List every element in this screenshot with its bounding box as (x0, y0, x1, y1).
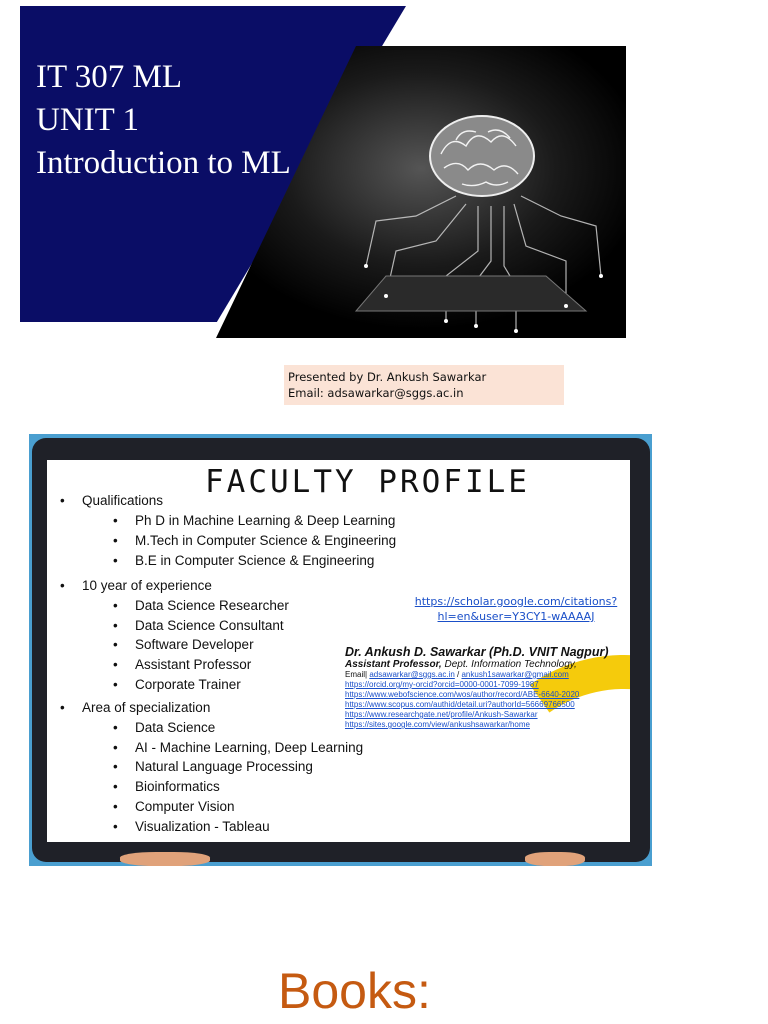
list-item: • Data Science Researcher (113, 598, 289, 613)
signature-links (345, 670, 579, 730)
list-item: • Ph D in Machine Learning & Deep Learning (113, 513, 396, 528)
list-item: • M.Tech in Computer Science & Engineering (113, 533, 397, 548)
email-line (345, 670, 579, 680)
presenter-box (284, 365, 564, 405)
left-hand-image (120, 852, 210, 866)
orcid-link[interactable]: https://orcid.org/my-orcid?orcid=0000-0001-7099-1987 (345, 680, 539, 689)
unit-title: Introduction to ML (36, 145, 291, 181)
unit-label: UNIT 1 (36, 102, 139, 138)
scholar-link-line-1[interactable]: https://scholar.google.com/citations? (414, 595, 618, 608)
list-item: • Software Developer (113, 637, 254, 652)
scholar-link-line-2[interactable]: hl=en&user=Y3CY1-wAAAAJ (437, 610, 595, 623)
presenter-name: Presented by Dr. Ankush Sawarkar (288, 370, 487, 384)
signature-name: Dr. Ankush D. Sawarkar (Ph.D. VNIT Nagpur) (345, 645, 609, 659)
list-item: • AI - Machine Learning, Deep Learning (113, 740, 364, 755)
email-link-1[interactable]: adsawarkar@sggs.ac.in (369, 670, 455, 679)
list-item: • Corporate Trainer (113, 677, 241, 692)
list-item: • Data Science (113, 720, 216, 735)
list-item: • Computer Vision (113, 799, 235, 814)
section-heading: • Qualifications (60, 493, 164, 508)
email-label: Email| (345, 670, 370, 679)
list-item: • Assistant Professor (113, 657, 252, 672)
list-item: • Visualization - Tableau (113, 819, 270, 834)
signature-role (345, 659, 577, 670)
list-item: • Bioinformatics (113, 779, 220, 794)
books-heading: Books: (278, 963, 431, 1019)
list-item: • Natural Language Processing (113, 759, 313, 774)
section-heading: • 10 year of experience (60, 578, 212, 593)
researchgate-link[interactable]: https://www.researchgate.net/profile/Ankush-Sawarkar (345, 710, 538, 719)
scopus-link[interactable]: https://www.scopus.com/authid/detail.uri?authorId=56669766500 (345, 700, 575, 709)
title-text (36, 56, 291, 185)
role-title: Assistant Professor, (345, 659, 442, 670)
list-item: • B.E in Computer Science & Engineering (113, 553, 375, 568)
right-hand-image (525, 852, 585, 866)
profile-title: FACULTY PROFILE (205, 464, 530, 500)
email-link-2[interactable]: ankush1sawarkar@gmail.com (461, 670, 569, 679)
presenter-email: Email: adsawarkar@sggs.ac.in (288, 386, 464, 400)
course-code: IT 307 ML (36, 59, 183, 95)
section-heading: • Area of specialization (60, 700, 211, 715)
role-dept: Dept. Information Technology, (441, 659, 577, 670)
google-sites-link[interactable]: https://sites.google.com/view/ankushsawarkar/home (345, 720, 530, 729)
title-slide (0, 0, 768, 345)
list-item: • Data Science Consultant (113, 618, 284, 633)
scholar-link[interactable] (407, 594, 625, 624)
email-separator: / (454, 670, 462, 679)
webofscience-link[interactable]: https://www.webofscience.com/wos/author/record/ABE-6640-2020 (345, 690, 580, 699)
